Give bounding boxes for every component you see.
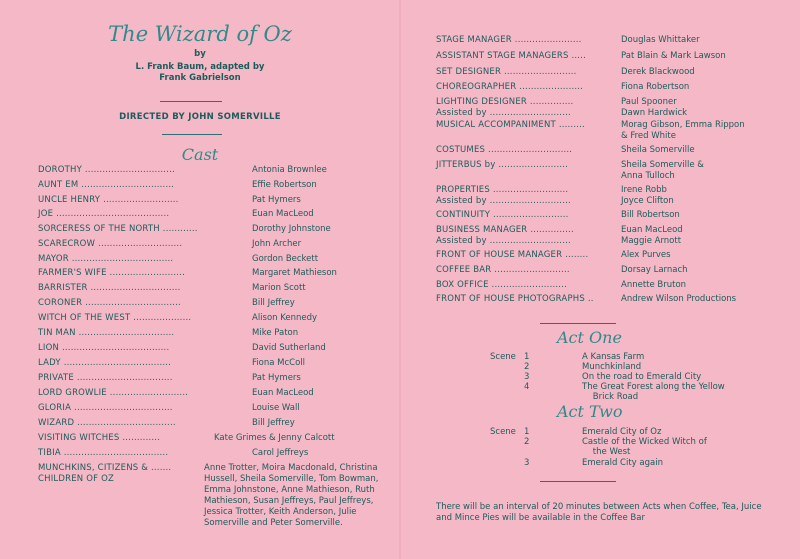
cast-row: DOROTHY ............................... Antonia Brownlee xyxy=(38,165,327,175)
play-title: The Wizard of Oz xyxy=(108,22,292,46)
divider-rule xyxy=(540,481,616,482)
cast-row: WITCH OF THE WEST .................... Alison Kennedy xyxy=(38,313,318,323)
cast-row: TIN MAN ................................. Mike Paton xyxy=(38,328,299,338)
cast-row: LION ..................................... David Sutherland xyxy=(38,343,326,353)
act-two-heading: Act Two xyxy=(557,402,623,421)
cast-row: FARMER'S WIFE .......................... Margaret Mathieson xyxy=(38,268,337,278)
crew-row: BUSINESS MANAGER ............... Assisted by ............................ Euan MacLeod Maggie Arnott xyxy=(436,225,683,246)
cast-row: AUNT EM ................................ Effie Robertson xyxy=(38,180,317,190)
munchkins-role: MUNCHKINS, CITIZENS & ....... CHILDREN OF OZ xyxy=(38,463,172,484)
divider-rule xyxy=(540,323,616,324)
crew-row: JITTERBUS by ........................ Sheila Somerville & Anna Tulloch xyxy=(436,160,704,181)
cast-row: SCARECROW ............................. John Archer xyxy=(38,239,302,249)
cast-row: UNCLE HENRY .......................... Pat Hymers xyxy=(38,195,301,205)
cast-row: WIZARD .................................. Bill Jeffrey xyxy=(38,418,295,428)
cast-row: VISITING WITCHES ............. Kate Grimes & Jenny Calcott xyxy=(38,433,335,443)
crew-row: PROPERTIES .......................... Assisted by ............................ Irene Robb Joyce Clifton xyxy=(436,185,674,206)
author-line-2: Frank Gabrielson xyxy=(159,73,241,83)
right-page: STAGE MANAGER ....................... Douglas Whittaker ASSISTANT STAGE MANAGERS ..... Pat Blain & Mark Lawson SET DESIGNER ......................... Derek Blackwood CHOREOGRAPHER ...................... Fiona Robertson LIGHTING DESIGNER ............... Assisted by ............................ Paul Spooner Dawn Hardwick MUSICAL ACCOMPANIMENT ......... Morag Gibson, Emma Rippon & Fred White COSTUMES ............................. Sheila Somerville JITTERBUS by ........................ Sheila Somerville & Anna Tulloch PROPERTIES .......................... Assisted by ............................ Irene Robb Joyce Clifton CONTINUITY .......................... Bill Robertson BUSINESS MANAGER ............... Assisted by ............................ Euan MacLeod Maggie Arnott FRONT OF HOUSE MANAGER ........ Alex Purves COFFEE BAR .......................... Dorsay Larnach BOX OFFICE .......................... Annette Bruton FRONT OF HOUSE PHOTOGRAPHS .. Andrew Wilson Productions Act One Scene 1 A Kansas Farm 2 Munchkinland 3 On the road to Emerald City 4 The Great Forest along the Yellow Brick Road Act Two Scene 1 Emerald City of Oz 2 Castle of the Wicked Witch of the West 3 Emerald City again There will be an interval of 20 minutes between Acts when Coffee, Tea, Juice and Mince Pies will be available in the Coffee Bar xyxy=(0,0,800,559)
cast-heading: Cast xyxy=(181,145,219,164)
by-line: by xyxy=(194,49,206,59)
cast-row: LADY ..................................... Fiona McColl xyxy=(38,358,305,368)
act-one-heading: Act One xyxy=(557,328,622,347)
cast-row: CORONER ................................. Bill Jeffrey xyxy=(38,298,295,308)
cast-row: BARRISTER ............................... Marion Scott xyxy=(38,283,306,293)
crew-row: LIGHTING DESIGNER ............... Assisted by ............................ Paul Spooner Dawn Hardwick xyxy=(436,97,688,118)
cast-row: MAYOR ................................... Gordon Beckett xyxy=(38,254,319,264)
cast-row: TIBIA .................................... Carol Jeffreys xyxy=(38,448,309,458)
cast-row: GLORIA .................................. Louise Wall xyxy=(38,403,300,413)
director-credit: DIRECTED BY JOHN SOMERVILLE xyxy=(119,112,281,122)
cast-row: PRIVATE ................................. Pat Hymers xyxy=(38,373,301,383)
cast-row: JOE ....................................... Euan MacLeod xyxy=(38,209,314,219)
cast-row: LORD GROWLIE ........................... Euan MacLeod xyxy=(38,388,314,398)
interval-note: There will be an interval of 20 minutes between Acts when Coffee, Tea, Juice and Mince Pies will be available in the Coffee Bar xyxy=(436,502,762,523)
cast-row: SORCERESS OF THE NORTH ............ Dorothy Johnstone xyxy=(38,224,331,234)
munchkins-actors: Anne Trotter, Moira Macdonald, Christina Hussell, Sheila Somerville, Tom Bowman, Emma Johnstone, Anne Mathieson, Ruth Mathieson, Susan Jeffreys, Paul Jeffreys, Jessica Trotter, Keith Anderson, Julie Somerville and Peter Somerville. xyxy=(204,463,379,528)
crew-row: MUSICAL ACCOMPANIMENT ......... Morag Gibson, Emma Rippon & Fred White xyxy=(436,120,745,141)
author-line-1: L. Frank Baum, adapted by xyxy=(135,62,265,72)
